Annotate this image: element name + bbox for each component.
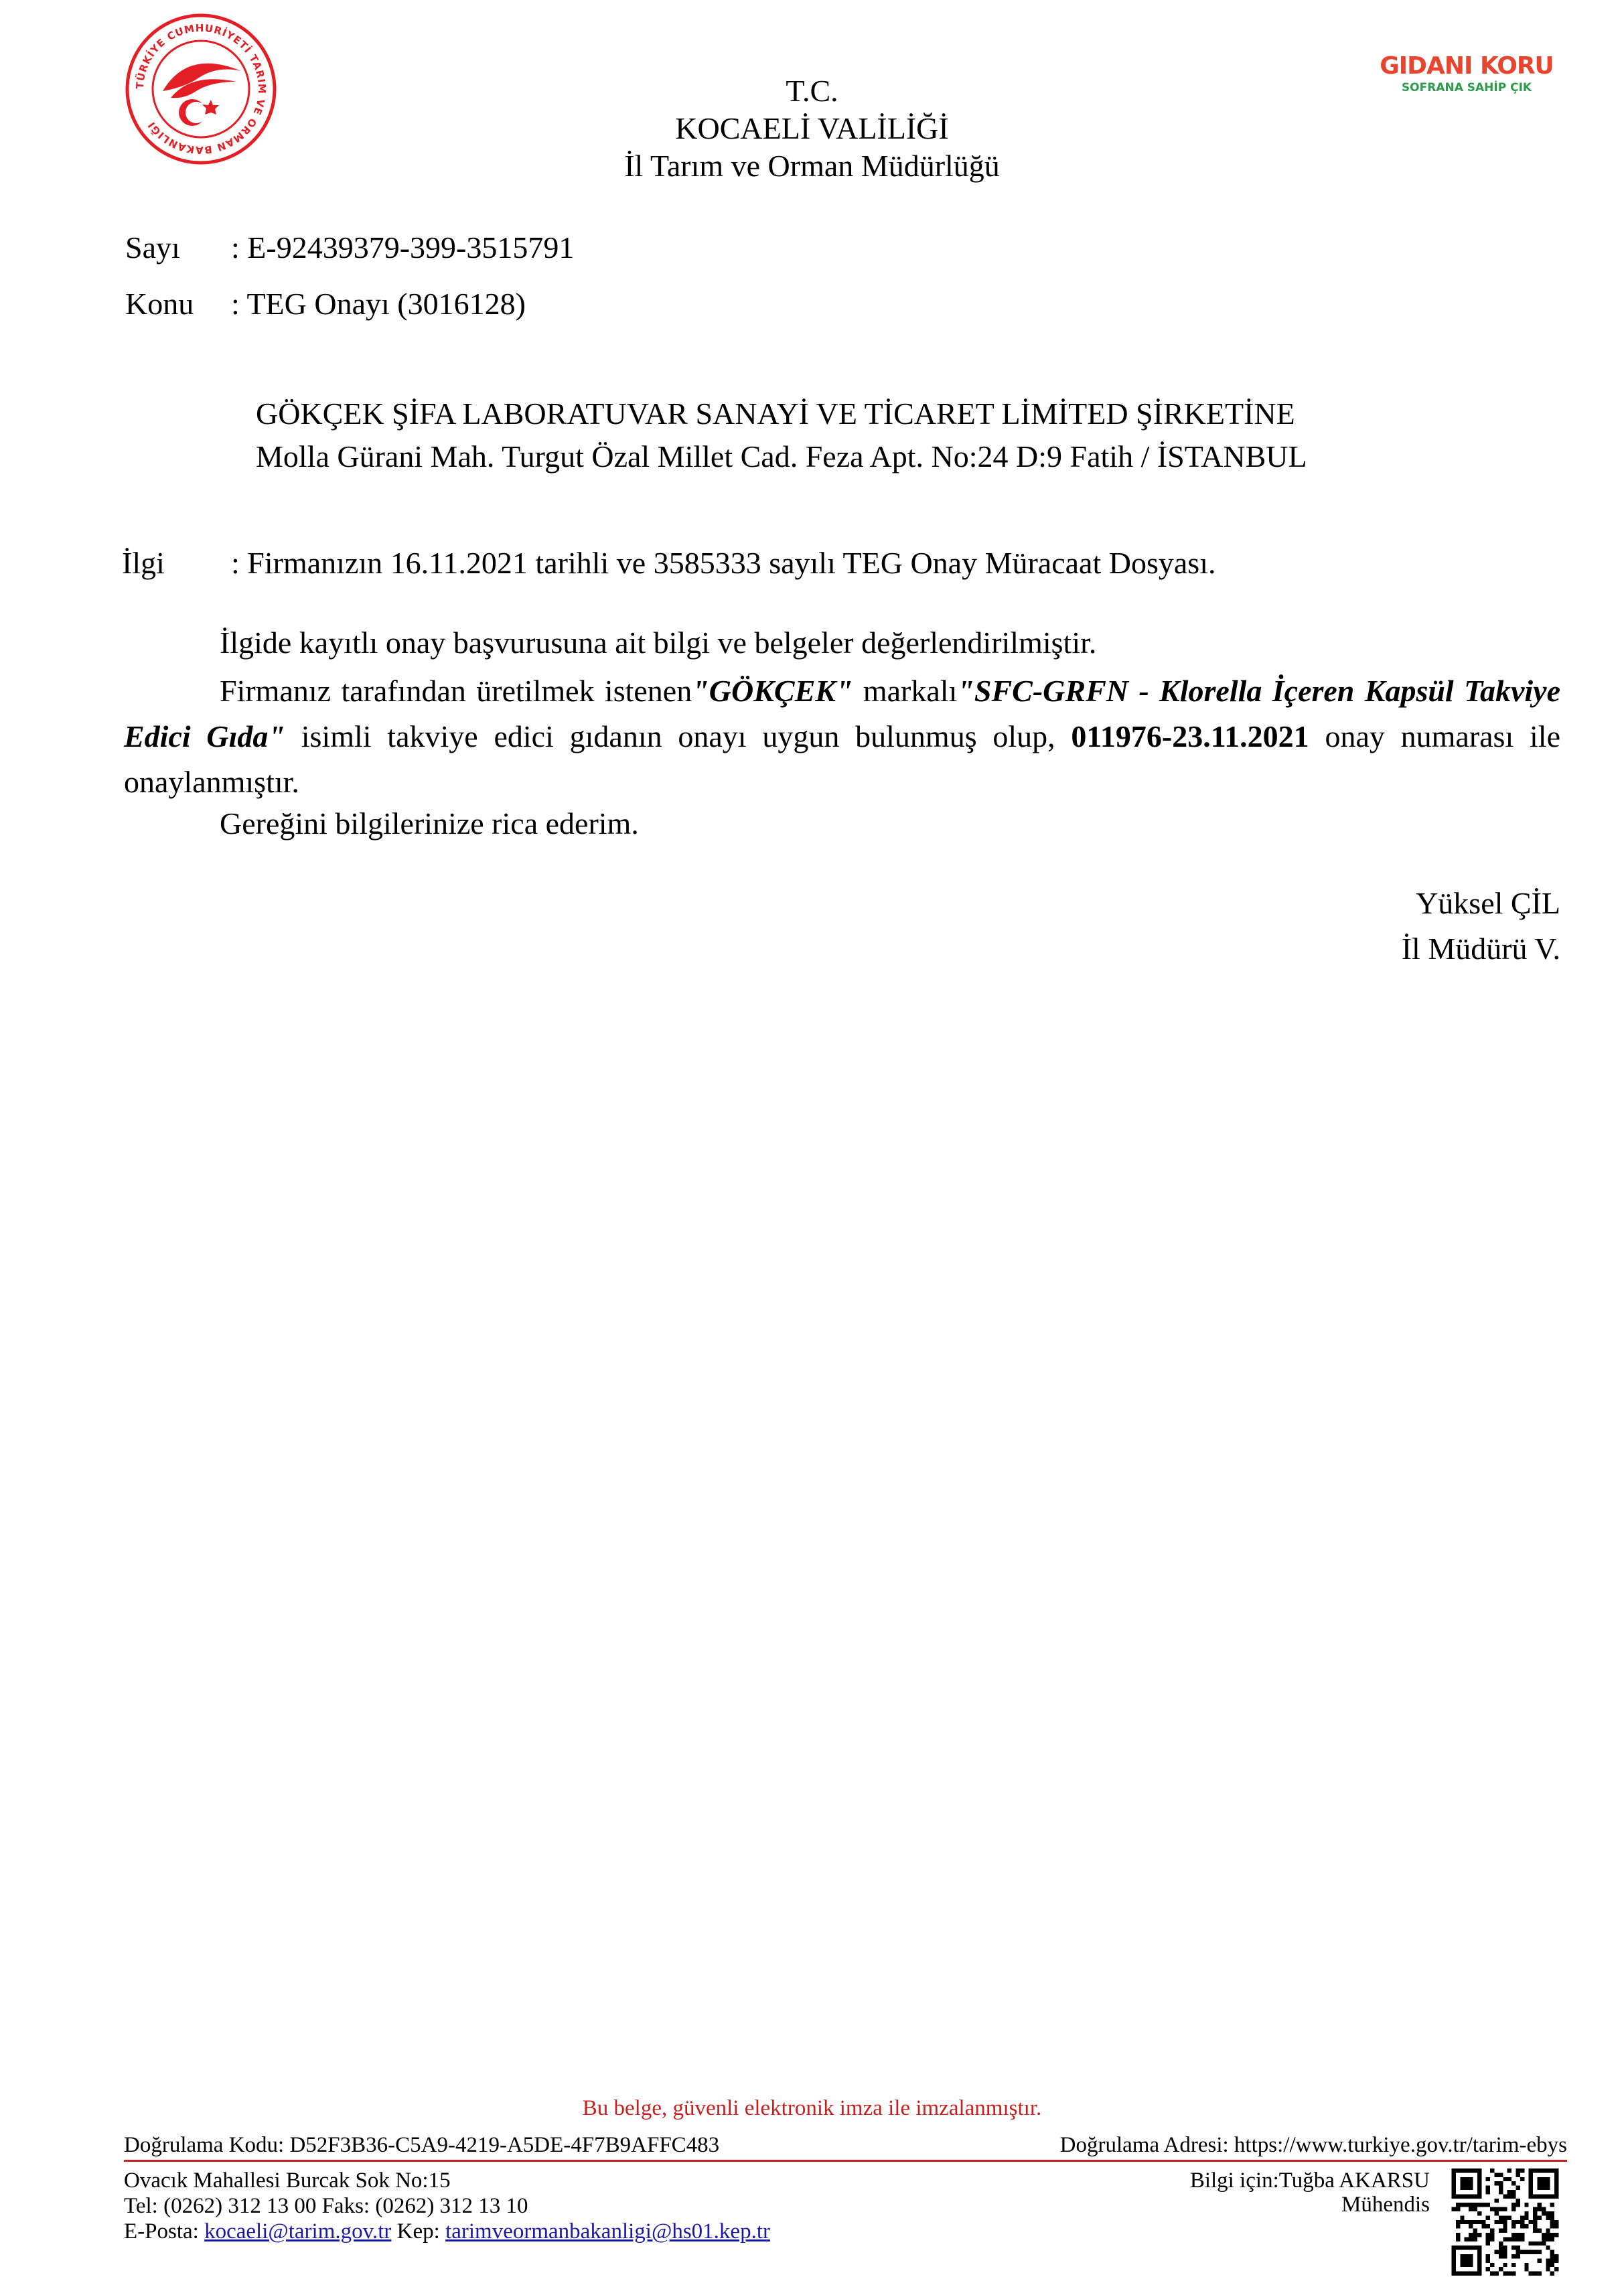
body-paragraph-1: İlgide kayıtlı onay başvurusuna ait bilgi ve belgeler değerlendirilmiştir. [220,626,1097,660]
approval-number: 011976-23.11.2021 [1071,719,1309,753]
body-paragraph-3: Gereğini bilgilerinize rica ederim. [220,806,639,840]
sayi-label: Sayı [125,230,180,265]
verification-address: Doğrulama Adresi: https://www.turkiye.gov.tr/tarim-ebys [1059,2133,1567,2157]
seal-ring-text: TÜRKİYE CUMHURİYETİ TARIM VE ORMAN BAKANLIĞI [133,21,269,157]
ilgi-value: : Firmanızın 16.11.2021 tarihli ve 3585333 sayılı TEG Onay Müracaat Dosyası. [231,546,1216,580]
logo-sub-text: SOFRANA SAHİP ÇIK [1401,81,1532,94]
ilgi-label: İlgi [122,546,165,580]
brand-name: "GÖKÇEK" [692,674,853,708]
konu-value: : TEG Onayı (3016128) [231,287,526,321]
recipient-address: Molla Gürani Mah. Turgut Özal Millet Cad. Feza Apt. No:24 D:9 Fatih / İSTANBUL [256,439,1307,473]
sayi-value: : E-92439379-399-3515791 [231,230,575,265]
qr-code-icon [1447,2168,1564,2276]
header-line-tc: T.C. [786,74,838,108]
header-line-governorship: KOCAELİ VALİLİĞİ [675,111,949,145]
info-title: Mühendis [1341,2193,1430,2217]
esign-note: Bu belge, güvenli elektronik imza ile imzalanmıştır. [582,2096,1042,2120]
footer-phone: Tel: (0262) 312 13 00 Faks: (0262) 312 13 10 [124,2194,528,2218]
logo-main-text: GIDANI KORU [1380,52,1554,80]
info-person: Bilgi için:Tuğba AKARSU [1189,2168,1430,2193]
footer-contact-line: E-Posta: kocaeli@tarim.gov.tr Kep: tarimveormanbakanligi@hs01.kep.tr [124,2219,770,2243]
header-line-directorate: İl Tarım ve Orman Müdürlüğü [624,149,1000,183]
konu-label: Konu [125,287,194,321]
body-paragraph-2: Firmanız tarafından üretilmek istenen"GÖKÇEK" markalı"SFC-GRFN - Klorella İçeren Kapsül Takviye Edici Gıda" isimli takviye edici gıdanın onayı uygun bulunmuş olup, 011976-23.11.2021 onay numarası ile onaylanmıştır. [124,674,1560,799]
footer-divider [124,2160,1567,2162]
footer-address: Ovacık Mahallesi Burcak Sok No:15 [124,2168,451,2193]
email-link[interactable]: kocaeli@tarim.gov.tr [204,2219,392,2243]
recipient-name: GÖKÇEK ŞİFA LABORATUVAR SANAYİ VE TİCARET LİMİTED ŞİRKETİNE [256,396,1295,431]
signatory-name: Yüksel ÇİL [1416,886,1560,920]
signature-block [1402,881,1560,972]
gidani-koru-logo [1370,52,1564,94]
info-contact [1190,2168,1430,2217]
verification-code: Doğrulama Kodu: D52F3B36-C5A9-4219-A5DE-4F7B9AFFC483 [124,2133,720,2157]
product-name: "SFC-GRFN - Klorella İçeren Kapsül Takviye Edici Gıda" [124,674,1560,753]
kep-link[interactable]: tarimveormanbakanligi@hs01.kep.tr [445,2219,770,2243]
signatory-title: İl Müdürü V. [1401,932,1560,966]
